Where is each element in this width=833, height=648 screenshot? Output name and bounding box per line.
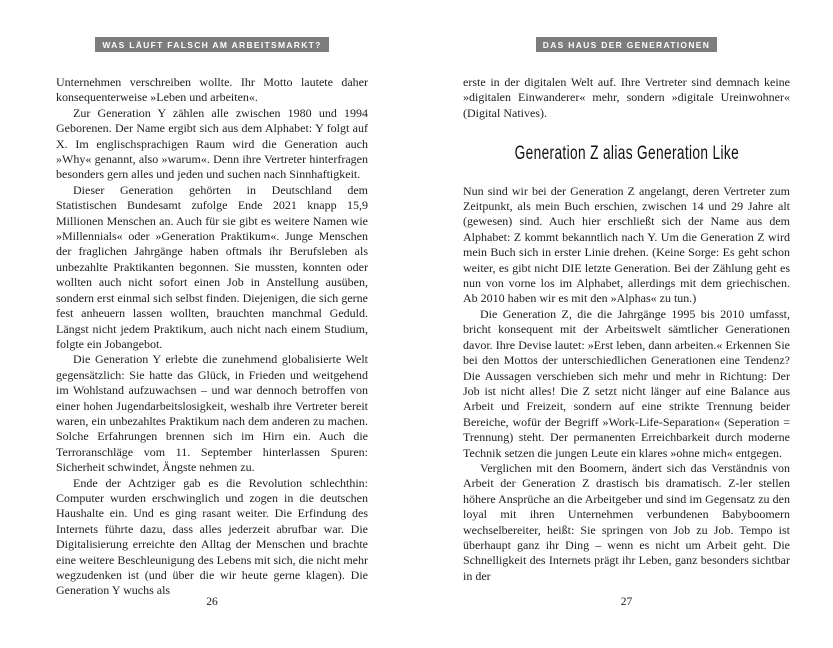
page-right-body [463, 75, 790, 584]
paragraph: Nun sind wir bei der Generation Z angelangt, deren Vertreter zum Zeitpunkt, als mein Buch erschien, zwischen 14 und 29 Jahre alt (gewesen) sind. Auch hier erschließt sich der Name aus dem Alphabet: Z kommt bekanntlich nach Y. Um die Generation Z wird mein Buch sich in erster Linie drehen. (Keine Sorge: Es geht schon weiter, es gibt nicht DIE letzte Generation. Bei der Zählung geht es nun von vorne los im Alphabet, allerdings mit dem griechischen. Ab 2010 haben wir es mit den »Alphas« zu tun.) [463, 183, 790, 306]
running-head-right: DAS HAUS DER GENERATIONEN [536, 37, 717, 52]
running-head-row-right [463, 35, 790, 51]
section-heading [463, 143, 790, 165]
paragraph-continuation: erste in der digitalen Welt auf. Ihre Vertreter sind demnach keine »digitalen Einwanderer« mehr, sondern »digitale Ureinwohner« (Digital Natives). [463, 75, 790, 120]
paragraph: Zur Generation Y zählen alle zwischen 1980 und 1994 Geborenen. Der Name ergibt sich aus dem Alphabet: Y folgt auf X. Im englischsprachigen Raum wird die Generation auch »Why« genannt, also »warum«. Denn ihre Vertreter hinterfragen besonders gern alles und jeden und suchen nach Sinnhaftigkeit. [56, 105, 368, 182]
page-right [463, 0, 790, 648]
page-number-right: 27 [620, 596, 633, 608]
page-left-body [56, 75, 368, 599]
paragraph: Verglichen mit den Boomern, ändert sich das Verständnis von Arbeit der Generation Z drastisch bis dramatisch. Z-ler stellen höhere Ansprüche an die Arbeitgeber und sind im Gegensatz zu den loyal mit ihren Unternehmen verbundenen Babyboomern wechselbereiter, heißt: Sie springen von Job zu Job. Tempo ist überhaupt ganz ihr Ding – wenn es nicht um Arbeit geht. Die Schnelligkeit des Internets prägt ihr Leben, ganz besonders sichtbar in der [463, 460, 790, 583]
running-head-row-left [56, 35, 368, 51]
section-heading-text: Generation Z alias Generation Like [514, 143, 739, 165]
paragraph: Die Generation Z, die die Jahrgänge 1995 bis 2010 umfasst, bricht konsequent mit der Arbeitswelt sämtlicher Generationen davor. Ihre Devise lautet: »Erst leben, dann arbeiten.« Erkennen Sie bei den Mottos der unterschiedlichen Generationen eine Tendenz? Die Aussagen verschieben sich mehr und mehr in Richtung: Der Job ist nicht alles! Die Z setzt nicht länger auf eine Balance aus Arbeit und Freizeit, sondern auf eine strikte Trennung beider Bereiche, wofür der Begriff »Work-Life-Separation« (Seperation = Trennung) steht. Der permanenten Erreichbarkeit durch moderne Technik setzen die jungen Leute ein klares »ohne mich« entgegen. [463, 306, 790, 460]
page-left [56, 0, 368, 648]
paragraph: Ende der Achtziger gab es die Revolution schlechthin: Computer wurden erschwinglich und zogen in die deutschen Haushalte ein. Und es ging rasant weiter. Die Erfindung des Internets führte dazu, dass alles jederzeit abrufbar war. Die Digitalisierung erreichte den Alltag der Menschen und brachte eine weitere Beschleunigung des Lebens mit sich, die nicht mehr wegzudenken ist (und über die wir heute gerne klagen). Die Generation Y wuchs als [56, 475, 368, 598]
paragraph: Die Generation Y erlebte die zunehmend globalisierte Welt gegensätzlich: Sie hatte das Glück, in Frieden und weitgehend im Wohlstand aufzuwachsen – und war dennoch betroffen von einer hohen Jugendarbeitslosigkeit, weshalb ihre Vertreter bereit waren, ein unbezahltes Praktikum nach dem anderen zu machen. Solche Erfahrungen brennen sich im Hirn ein. Auch die Terroranschläge vom 11. September hinterlassen Spuren: Sicherheit schwindet, Ängste nehmen zu. [56, 352, 368, 475]
page-number-left: 26 [206, 596, 218, 608]
paragraph-continuation: Unternehmen verschreiben wollte. Ihr Motto lautete daher konsequenterweise »Leben und arbeiten«. [56, 75, 368, 105]
paragraph: Dieser Generation gehörten in Deutschland dem Statistischen Bundesamt zufolge Ende 2021 knapp 15,9 Millionen Menschen an. Auch für sie gibt es weitere Namen wie »Millennials« oder »Generation Praktikum«. Junge Menschen der fraglichen Jahrgänge haben oftmals ihr Berufsleben als unbezahlte Praktikanten begonnen. Sie mussten, konnten oder wollten auch nicht sofort einen Job in Anstellung ausüben, sondern erst einmal sich selbst finden. Diejenigen, die sich gerne fest anheuern lassen wollten, brauchten manchmal Geduld. Längst nicht jedem Praktikum, auch nicht nach einem Studium, folgte ein Jobangebot. [56, 182, 368, 351]
running-head-left: WAS LÄUFT FALSCH AM ARBEITSMARKT? [95, 37, 328, 52]
